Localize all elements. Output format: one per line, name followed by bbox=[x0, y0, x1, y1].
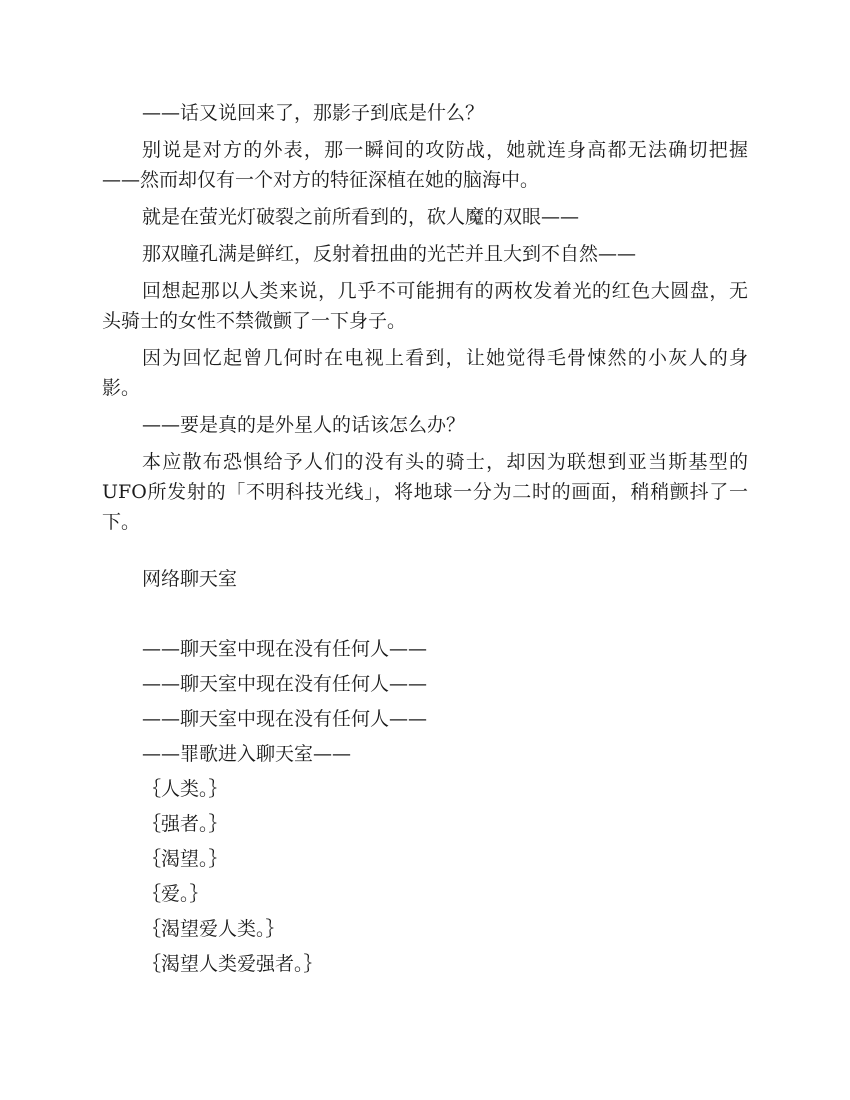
paragraph: 回想起那以人类来说，几乎不可能拥有的两枚发着光的红色大圆盘，无头骑士的女性不禁微颤了一下身子。 bbox=[102, 280, 748, 332]
paragraph: ——要是真的是外星人的话该怎么办？ bbox=[142, 414, 466, 436]
chat-line: ——聊天室中现在没有任何人—— bbox=[142, 638, 428, 660]
chat-line: ——聊天室中现在没有任何人—— bbox=[142, 673, 428, 695]
paragraph: ——话又说回来了，那影子到底是什么？ bbox=[142, 102, 485, 124]
chat-line: ——罪歌进入聊天室—— bbox=[142, 743, 352, 765]
document-page bbox=[102, 98, 748, 984]
section-heading: 网络聊天室 bbox=[142, 568, 238, 590]
paragraph: 本应散布恐惧给予人们的没有头的骑士，却因为联想到亚当斯基型的UFO所发射的「不明科技光线」，将地球一分为二时的画面，稍稍颤抖了一下。 bbox=[102, 451, 748, 533]
chat-spacer bbox=[102, 594, 748, 634]
chat-line: ｛渴望爱人类。｝ bbox=[142, 918, 285, 940]
chat-line: ｛渴望人类爱强者。｝ bbox=[142, 953, 323, 975]
chat-line: ——聊天室中现在没有任何人—— bbox=[142, 708, 428, 730]
paragraph: 别说是对方的外表，那一瞬间的攻防战，她就连身高都无法确切把握——然而却仅有一个对方的特征深植在她的脑海中。 bbox=[102, 139, 748, 191]
paragraph: 那双瞳孔满是鲜红，反射着扭曲的光芒并且大到不自然—— bbox=[142, 243, 637, 265]
chat-line: ｛渴望。｝ bbox=[142, 848, 228, 870]
chat-line: ｛强者。｝ bbox=[142, 813, 228, 835]
chat-line: ｛人类。｝ bbox=[142, 778, 228, 800]
section-spacer bbox=[102, 544, 748, 564]
paragraph: 因为回忆起曾几何时在电视上看到，让她觉得毛骨悚然的小灰人的身影。 bbox=[102, 347, 748, 399]
chat-log bbox=[102, 634, 748, 979]
chat-line: ｛爱。｝ bbox=[142, 883, 209, 905]
paragraph: 就是在萤光灯破裂之前所看到的，砍人魔的双眼—— bbox=[142, 206, 580, 228]
